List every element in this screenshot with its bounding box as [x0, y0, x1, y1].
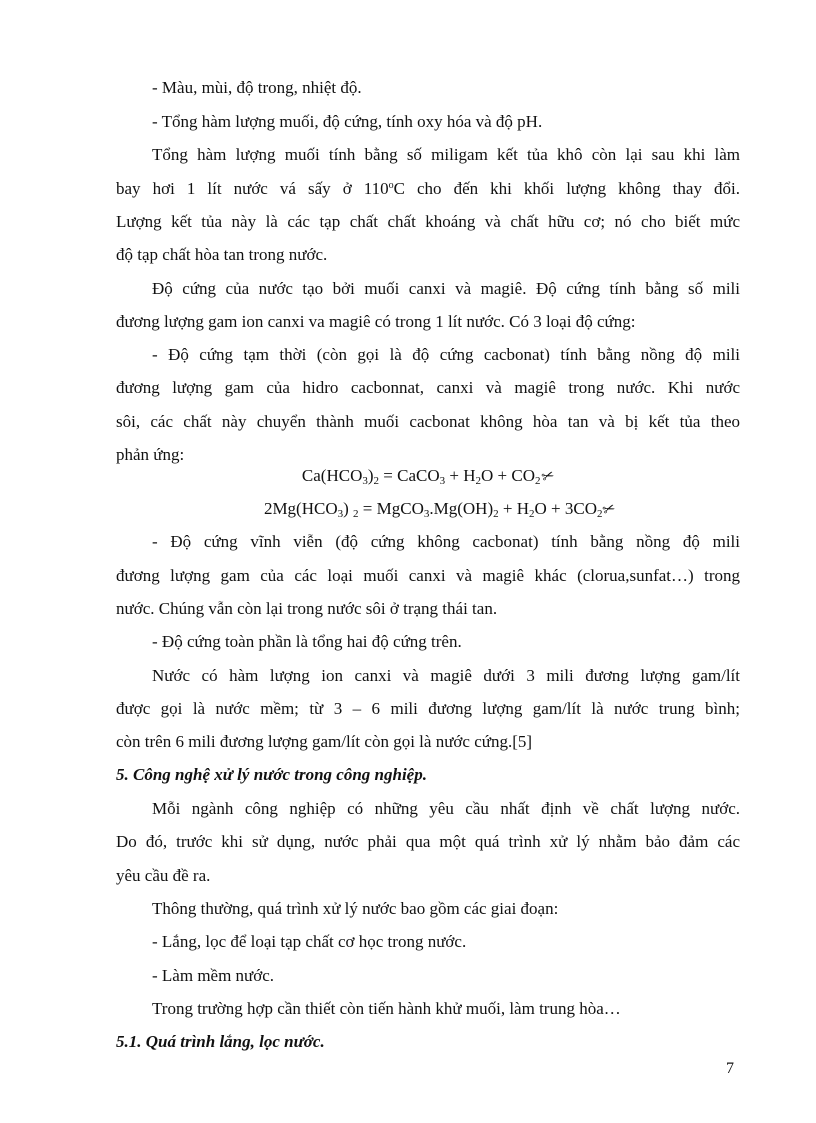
paragraph-line: Thông thường, quá trình xử lý nước bao gồm các giai đoạn:	[152, 899, 559, 918]
paragraph-line: yêu cầu đề ra.	[116, 866, 211, 885]
list-item-settling: - Lắng, lọc để loại tạp chất cơ học trong nước.	[152, 932, 467, 951]
eq-text: .Mg(OH)	[429, 499, 494, 518]
degree-sup: o	[388, 180, 394, 191]
eq-text: = MgCO	[358, 499, 424, 518]
eq-sub: 3	[337, 508, 344, 520]
list-item-softening: - Làm mềm nước.	[152, 966, 275, 985]
eq-text: Ca(HCO	[301, 466, 363, 485]
eq-sub: 2	[373, 475, 380, 487]
paragraph-line: Do đó, trước khi sử dụng, nước phải qua một quá trình xử lý nhằm bảo đảm các	[116, 832, 740, 851]
section-heading-5-1: 5.1. Quá trình lắng, lọc nước.	[116, 1032, 325, 1051]
eq-text: O + 3CO	[534, 499, 597, 518]
section-heading-5: 5. Công nghệ xử lý nước trong công nghiệp.	[116, 765, 427, 784]
paragraph-line: Lượng kết tủa này là các tạp chất chất khoáng và chất hữu cơ; nó cho biết mức	[116, 212, 740, 231]
eq-text: + H	[498, 499, 529, 518]
equation-calcium	[116, 466, 740, 487]
paragraph-line: đương lượng gam ion canxi va magiê có trong 1 lít nước. Có 3 loại độ cứng:	[116, 312, 636, 331]
eq-sub: 2	[535, 475, 541, 487]
eq-sub: 2	[475, 475, 482, 487]
page-number: 7	[726, 1060, 734, 1077]
paragraph-line: nước. Chúng vẫn còn lại trong nước sôi ở trạng thái tan.	[116, 599, 498, 618]
eq-text: O + CO	[481, 466, 535, 485]
eq-sub: 3	[439, 475, 446, 487]
eq-text: = CaCO	[379, 466, 440, 485]
text-run: bay hơi 1 lít nước vá sấy ở 110	[116, 179, 389, 198]
paragraph-line: đương lượng gam của hidro cacbonnat, canxi và magiê trong nước. Khi nước	[116, 378, 740, 397]
eq-sub: 3	[423, 508, 430, 520]
list-item-permanent-hardness: - Độ cứng vĩnh viễn (độ cứng không cacbonat) tính bằng nồng độ mili	[152, 532, 740, 551]
paragraph-line: được gọi là nước mềm; từ 3 – 6 mili đương lượng gam/lít là nước trung bình;	[116, 699, 740, 718]
eq-sub: 3	[362, 475, 368, 487]
gas-arrow-icon: ✂	[601, 500, 619, 520]
paragraph-line	[116, 179, 740, 199]
paragraph-line: Mỗi ngành công nghiệp có những yêu cầu nhất định về chất lượng nước.	[152, 799, 740, 818]
paragraph-line: phản ứng:	[116, 445, 185, 464]
list-item-total-hardness: - Độ cứng toàn phần là tổng hai độ cứng trên.	[152, 632, 462, 651]
paragraph-line: đương lượng gam của các loại muối canxi và magiê khác (clorua,sunfat…) trong	[116, 566, 740, 585]
text-run: C cho đến khi khối lượng không thay đổi.	[393, 179, 740, 198]
eq-sub: 2	[596, 508, 603, 520]
eq-sub: 2	[528, 508, 535, 520]
eq-sub: 2	[493, 508, 499, 520]
list-item-color-smell: - Màu, mùi, độ trong, nhiệt độ.	[152, 78, 362, 97]
paragraph-line: độ tạp chất hòa tan trong nước.	[116, 245, 328, 264]
eq-text: )	[343, 499, 354, 518]
eq-text: 2Mg(HCO	[263, 499, 338, 518]
paragraph-line: Độ cứng của nước tạo bởi muối canxi và magiê. Độ cứng tính bằng số mili	[152, 279, 740, 298]
equation-magnesium	[128, 499, 752, 520]
paragraph-line: Nước có hàm lượng ion canxi và magiê dưới 3 mili đương lượng gam/lít	[152, 666, 740, 685]
eq-sub: 2	[353, 508, 359, 520]
gas-arrow-icon: ✂	[539, 467, 557, 487]
list-item-temporary-hardness: - Độ cứng tạm thời (còn gọi là độ cứng cacbonat) tính bằng nồng độ mili	[152, 345, 740, 364]
paragraph-line: sôi, các chất này chuyển thành muối cacbonat không hòa tan và bị kết tủa theo	[116, 412, 740, 431]
eq-text: )	[367, 466, 374, 485]
paragraph-line: Trong trường hợp cần thiết còn tiến hành khử muối, làm trung hòa…	[152, 999, 621, 1018]
list-item-total-salt: - Tổng hàm lượng muối, độ cứng, tính oxy hóa và độ pH.	[152, 112, 543, 131]
eq-text: + H	[445, 466, 476, 485]
paragraph-line: Tổng hàm lượng muối tính bằng số miligam kết tủa khô còn lại sau khi làm	[152, 145, 740, 164]
paragraph-line: còn trên 6 mili đương lượng gam/lít còn gọi là nước cứng.[5]	[116, 732, 533, 751]
